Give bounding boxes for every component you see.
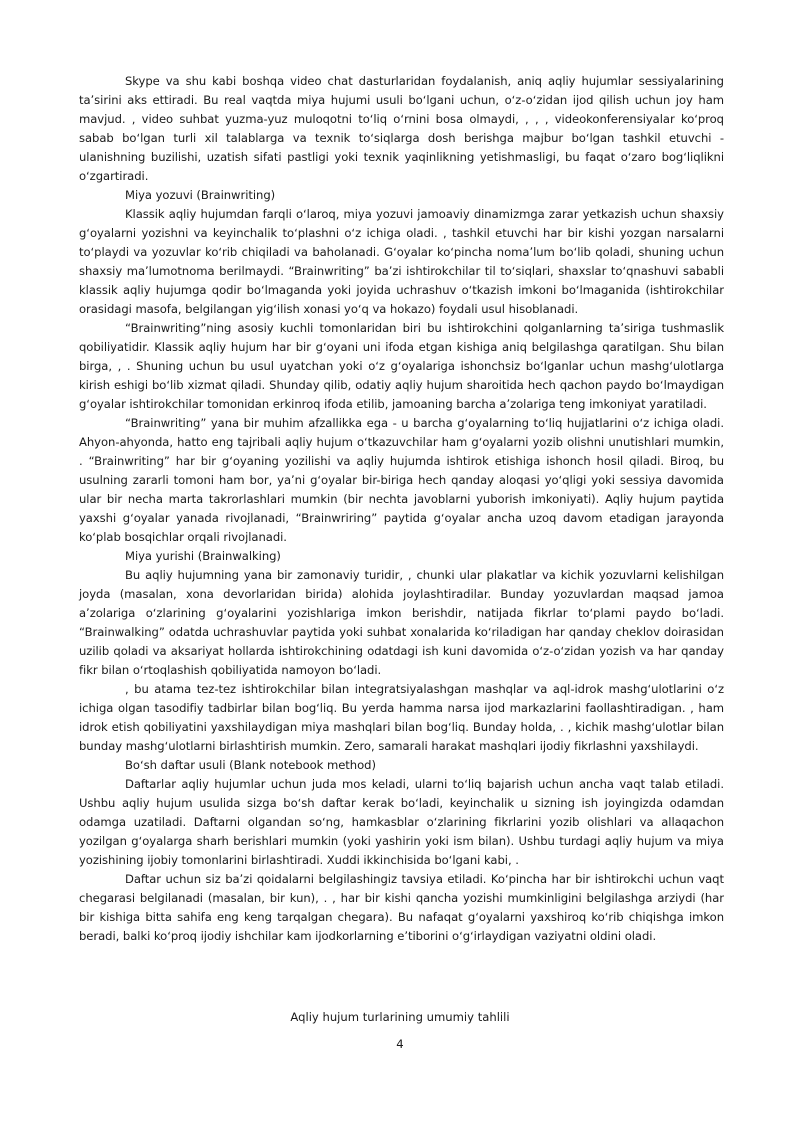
paragraph-video-chat: Skype va shu kabi boshqa video chat dasturlaridan foydalanish, aniq aqliy hujumlar sessiyalarining taʼsirini aks ettiradi. Bu real vaqtda miya hujumi usuli boʻlgani uchun, oʻz-oʻzidan ijod qilish uchun joy ham mavjud. , video suhbat yuzma-yuz muloqotni toʻliq oʻrnini bosa olmaydi, , , , videokonferensiyalar koʻproq sabab boʻlgan turli xil talablarga va texnik toʻsiqlarga dosh berishga majbur boʻlgan tashkil etuvchi - ulanishning buzilishi, uzatish sifati pastligi yoki texnik yaqinlikning yetishmasligi, bu faqat oʻzaro bogʻliqlikni oʻzgartiradi. [79,74,724,183]
section-heading-brainwriting: Miya yozuvi (Brainwriting) [125,188,276,202]
paragraph-brainwriting-intro: Klassik aqliy hujumdan farqli oʻlaroq, miya yozuvi jamoaviy dinamizmga zarar yetkazish uchun shaxsiy gʻoyalarni yozishni va keyinchalik toʻplashni oʻz ichiga oladi. , tashkil etuvchi har bir kishi yozgan narsalarni toʻplaydi va yozuvlar koʻrib chiqiladi va baholanadi. Gʻoyalar koʻpincha nomaʼlum boʻlib qoladi, shuning uchun shaxsiy maʼlumotnoma berilmaydi. “Brainwriting” baʼzi ishtirokchilar til toʻsiqlari, shaxslar toʻqnashuvi sababli klassik aqliy hujumga qodir boʻlmaganda yoki joyida uchrashuv oʻtkazish imkoni boʻlmaganida (ishtirokchilar orasidagi masofa, belgilangan yigʻilish xonasi yoʻq va hokazo) foydali usul hisoblanadi. [79,207,724,316]
table-caption: Aqliy hujum turlarining umumiy tahlili [290,1010,510,1024]
section-heading-brainwalking: Miya yurishi (Brainwalking) [125,549,281,563]
page-number: 4 [396,1037,404,1051]
section-heading-blank-notebook: Boʻsh daftar usuli (Blank notebook method) [125,758,376,772]
paragraph-brainwriting-advantage: “Brainwriting” yana bir muhim afzallikka ega - u barcha gʻoyalarning toʻliq hujjatlarini oʻz ichiga oladi. Ahyon-ahyonda, hatto eng tajribali aqliy hujum oʻtkazuvchilar ham gʻoyalarni yozib olishni unutishlari mumkin, . “Brainwriting” har bir gʻoyaning yozilishi va aqliy hujumda ishtirok etishiga ishonch hosil qiladi. Biroq, bu usulning zararli tomoni ham bor, yaʼni gʻoyalar bir-biriga hech qanday aloqasi yoʻqligi yoki sessiya davomida ular bir necha marta takrorlashlari mumkin (bir nechta javoblarni yuborish imkoniyati). Aqliy hujum paytida yaxshi gʻoyalar yanada rivojlanadi, “Brainwriring” paytida gʻoyalar ancha uzoq davom etadigan jarayonda koʻplab bosqichlar orqali rivojlanadi. [79,416,724,544]
paragraph-brainwriting-strengths: “Brainwriting”ning asosiy kuchli tomonlaridan biri bu ishtirokchini qolganlarning taʼsiriga tushmaslik qobiliyatidir. Klassik aqliy hujum har bir gʻoyani uni ifoda etgan kishiga aniq belgilashga qaratilgan. Shu bilan birga, , . Shuning uchun bu usul uyatchan yoki oʻz gʻoyalariga ishonchsiz boʻlganlar uchun mashgʻulotlarga kirish eshigi boʻlib xizmat qiladi. Shunday qilib, odatiy aqliy hujum sharoitida hech qachon paydo boʻlmaydigan gʻoyalar ishtirokchilar tomonidan erkinroq ifoda etilib, jamoaning barcha aʼzolariga teng imkoniyat yaratiladi. [79,321,724,411]
paragraph-brainwalking-intro: Bu aqliy hujumning yana bir zamonaviy turidir, , chunki ular plakatlar va kichik yozuvlarni kelishilgan joyda (masalan, xona devorlaridan birida) alohida joylashtiradilar. Bunday yozuvlardan maqsad jamoa aʼzolariga oʻzlarining gʻoyalarini yozishlariga imkon berishdir, natijada fikrlar toʻplami paydo boʻladi. “Brainwalking” odatda uchrashuvlar paytida yoki suhbat xonalarida koʻriladigan har qanday cheklov doirasidan uzilib qoladi va aksariyat hollarda ishtirokchining odatdagi ish kuni davomida oʻz-oʻzidan yozish va har qanday fikr bilan oʻrtoqlashish qobiliyatida namoyon boʻladi. [79,568,724,677]
document-body [79,72,724,946]
paragraph-notebook-intro: Daftarlar aqliy hujumlar uchun juda mos keladi, ularni toʻliq bajarish uchun ancha vaqt talab etiladi. Ushbu aqliy hujum usulida sizga boʻsh daftar kerak boʻladi, keyinchalik u sizning ish joyingizda odamdan odamga uzatiladi. Daftarni olgandan soʻng, hamkasblar oʻzlarining fikrlarini yozib olishlari va allaqachon yozilgan gʻoyalarga sharh berishlari mumkin (yoki yashirin yoki ism bilan). Ushbu turdagi aqliy hujum va miya yozishining ijobiy tomonlarini birlashtiradi. Xuddi ikkinchisida boʻlgani kabi, . [79,777,724,867]
paragraph-notebook-rules: Daftar uchun siz baʼzi qoidalarni belgilashingiz tavsiya etiladi. Koʻpincha har bir ishtirokchi uchun vaqt chegarasi belgilanadi (masalan, bir kun), . , har bir kishi qancha yozishi mumkinligini belgilashga arziydi (har bir kishiga bitta sahifa eng keng tarqalgan chegara). Bu nafaqat gʻoyalarni yaxshiroq koʻrib chiqishga imkon beradi, balki koʻproq ijodiy ishchilar kam ijodkorlarning eʼtiborini oʻgʻirlaydigan vaziyatni oldini oladi. [79,872,724,943]
paragraph-brainwalking-exercises: , bu atama tez-tez ishtirokchilar bilan integratsiyalashgan mashqlar va aql-idrok mashgʻulotlarini oʻz ichiga olgan tasodifiy tadbirlar bilan bogʻliq. Bu yerda hamma narsa ijod markazlarini faollashtiradigan. , ham idrok etish qobiliyatini yaxshilaydigan miya mashqlari bilan bogʻliq. Bunday holda, . , kichik mashgʻulotlar bilan bunday mashgʻulotlarni birlashtirish mumkin. Zero, samarali harakat mashqlari ijodiy fikrlashni yaxshilaydi. [79,682,724,753]
